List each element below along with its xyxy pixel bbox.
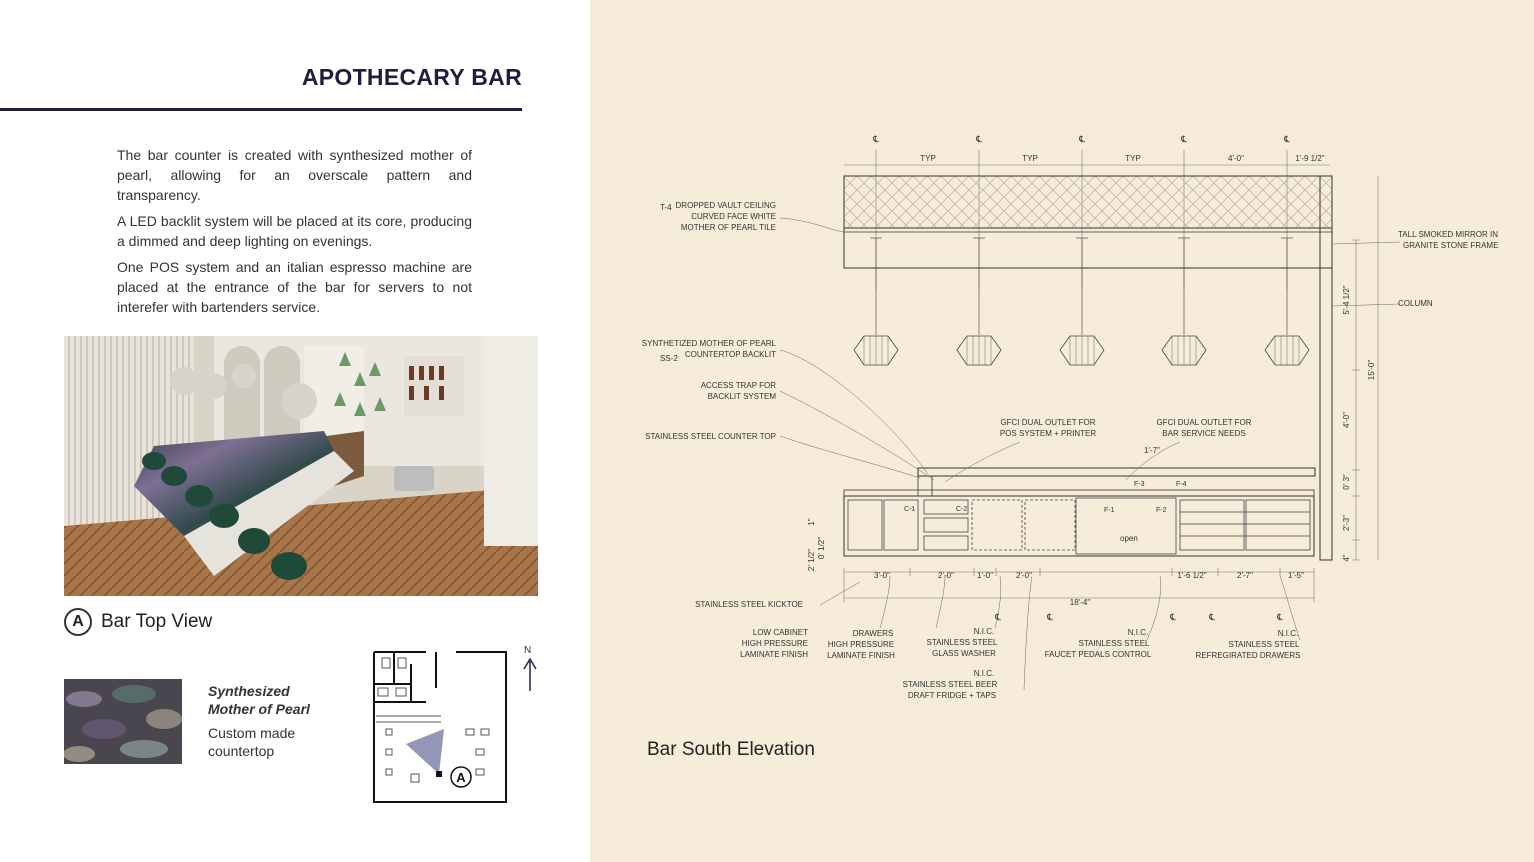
note-counter: STAINLESS STEEL COUNTER TOP (645, 432, 776, 441)
note-glass-washer: GLASS WASHER (932, 649, 996, 658)
note-kicktoe: STAINLESS STEEL KICKTOE (695, 600, 803, 609)
bottom-dimension: 2'-7" (1237, 571, 1253, 580)
t4-code: T-4 (660, 203, 672, 212)
left-dimension: 1" (807, 518, 816, 526)
note-low-cabinet: HIGH PRESSURE (741, 639, 808, 648)
note-beer: N.I.C. (973, 669, 995, 678)
centerline-mark: ℄ (1170, 612, 1176, 622)
plan-view-marker: A (456, 770, 466, 785)
note-gfci-pos: GFCI DUAL OUTLET FOR (1000, 418, 1096, 427)
note-ceiling: MOTHER OF PEARL TILE (680, 223, 776, 232)
material-description: Custom made countertop (208, 725, 296, 759)
material-swatch-image (64, 679, 182, 764)
description-block (117, 145, 472, 323)
note-gfci-bar: BAR SERVICE NEEDS (1162, 429, 1246, 438)
open-label: open (1120, 534, 1138, 543)
right-dimension: 0' 3" (1342, 474, 1351, 490)
cabinet-tag: C-1 (904, 506, 916, 513)
note-drawers: HIGH PRESSURE (827, 640, 895, 649)
centerline-mark: ℄ (1284, 134, 1290, 144)
note-fridge: STAINLESS STEEL (1228, 640, 1300, 649)
top-dimension: 4'-0" (1228, 154, 1244, 163)
note-column: COLUMN (1398, 299, 1433, 308)
right-dimension: 5'-4 1/2" (1342, 285, 1351, 315)
cabinet-tag: F-4 (1176, 481, 1187, 488)
bottom-dimension: 1'-5" (1288, 571, 1304, 580)
right-dimension: 4" (1342, 554, 1351, 562)
centerline-mark: ℄ (976, 134, 982, 144)
note-glass-washer: STAINLESS STEEL (926, 638, 998, 647)
note-beer: STAINLESS STEEL BEER (902, 680, 998, 689)
note-ceiling: DROPPED VAULT CEILING (675, 201, 776, 210)
floor-plan-key (366, 644, 512, 808)
note-drawers: LAMINATE FINISH (827, 651, 895, 660)
note-beer: DRAFT FRIDGE + TAPS (907, 691, 997, 700)
left-dimension: 2' 1/2" (807, 548, 816, 572)
title-divider (0, 108, 522, 111)
note-faucet: N.I.C. (1127, 628, 1149, 637)
note-fridge: N.I.C. (1277, 629, 1299, 638)
bottom-dimension: 1'-0" (977, 571, 993, 580)
cabinet-tag: F-1 (1104, 507, 1115, 514)
note-ceiling: CURVED FACE WHITE (691, 212, 776, 221)
note-fridge: REFREGIRATED DRAWERS (1195, 651, 1301, 660)
note-drawers: DRAWERS (852, 629, 894, 638)
note-pearl: SYNTHETIZED MOTHER OF PEARL (641, 339, 776, 348)
material-name: Synthesized Mother of Pearl (208, 683, 310, 717)
right-dimension: 2'-3" (1342, 515, 1351, 531)
bar-render-image (64, 336, 538, 596)
centerline-mark: ℄ (1181, 134, 1187, 144)
top-dimension: TYP (920, 154, 936, 163)
page-title: APOTHECARY BAR (301, 64, 522, 90)
bottom-dimension: 2'-0" (1016, 571, 1032, 580)
render-caption-text: Bar Top View (101, 611, 213, 632)
right-dimension: 15'-0" (1367, 359, 1376, 381)
render-caption (64, 607, 212, 637)
note-access: ACCESS TRAP FOR (700, 381, 776, 390)
bottom-dimension: 1'-6 1/2" (1177, 571, 1207, 580)
note-mirror: TALL SMOKED MIRROR IN (1398, 230, 1499, 239)
centerline-mark: ℄ (1047, 612, 1053, 622)
note-glass-washer: N.I.C. (973, 627, 995, 636)
left-dimension: 0' 1/2" (817, 536, 826, 560)
bottom-dimension: 3'-0" (874, 571, 890, 580)
note-low-cabinet: LOW CABINET (752, 628, 808, 637)
ss2-code: SS-2 (660, 354, 678, 363)
centerline-mark: ℄ (1209, 612, 1215, 622)
left-panel (0, 0, 590, 862)
note-gfci-pos: POS SYSTEM + PRINTER (999, 429, 1097, 438)
centerline-mark: ℄ (1277, 612, 1283, 622)
description-paragraph-2: A LED backlit system will be placed at its core, producing a dimmed and deep lighting on evenings. (117, 213, 472, 249)
note-access: BACKLIT SYSTEM (707, 392, 776, 401)
note-pearl: COUNTERTOP BACKLIT (684, 350, 776, 359)
top-dimension: TYP (1125, 154, 1141, 163)
cabinet-tag: C-2 (956, 506, 968, 513)
description-paragraph-3: One POS system and an italian espresso machine are placed at the entrance of the bar for servers to not interefer with bartenders service. (117, 259, 472, 315)
centerline-mark: ℄ (1079, 134, 1085, 144)
cabinet-tag: F-2 (1156, 507, 1167, 514)
overall-dimension: 18'-4" (1069, 598, 1091, 607)
cabinet-tag: F-3 (1134, 481, 1145, 488)
bar-south-elevation-drawing (640, 120, 1520, 720)
top-dimension: TYP (1022, 154, 1038, 163)
top-dimension: 1'-9 1/2" (1295, 154, 1325, 163)
note-faucet: FAUCET PEDALS CONTROL (1044, 650, 1152, 659)
description-paragraph-1: The bar counter is created with synthesized mother of pearl, allowing for an overscale pattern and transparency. (117, 147, 472, 203)
elevation-title: Bar South Elevation (647, 739, 815, 760)
mid-dimension: 1'-7" (1144, 446, 1160, 455)
right-dimension: 4'-0" (1342, 412, 1351, 428)
note-mirror: GRANITE STONE FRAME (1403, 241, 1499, 250)
bottom-dimension: 2'-0" (938, 571, 954, 580)
note-low-cabinet: LAMINATE FINISH (740, 650, 808, 659)
note-gfci-bar: GFCI DUAL OUTLET FOR (1156, 418, 1252, 427)
note-faucet: STAINLESS STEEL (1078, 639, 1150, 648)
centerline-mark: ℄ (873, 134, 879, 144)
north-label: N (524, 645, 532, 656)
view-marker: A (64, 608, 92, 636)
centerline-mark: ℄ (995, 612, 1001, 622)
